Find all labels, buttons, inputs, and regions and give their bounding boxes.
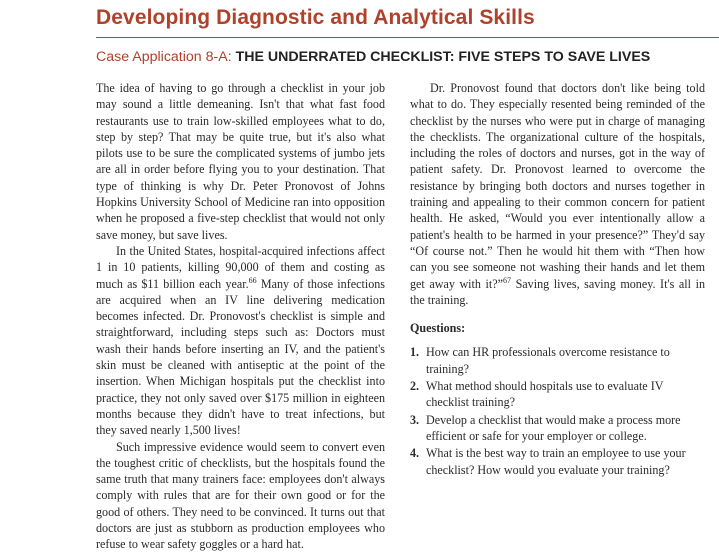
question-text: Develop a checklist that would make a process more efficient or safe for your employer or college. xyxy=(426,412,681,443)
question-item xyxy=(410,412,705,445)
paragraph-infections-text-a: In the United States, hospital-acquired infections affect 1 in 10 patients, killing 90,000 of them and costing as much as $11 billion each year. xyxy=(96,243,385,291)
questions-list xyxy=(410,344,705,477)
case-name: THE UNDERRATED CHECKLIST: FIVE STEPS TO SAVE LIVES xyxy=(235,49,651,65)
paragraph-resistance-text-a: Dr. Pronovost found that doctors don't like being told what to do. They especially resented being reminded of the checklist by the nurses who were put in charge of managing the checklists. The organizational culture of the hospitals, including the roles of doctors and nurses, got in the way of patient safety. Dr. Pronovost learned to overcome the resistance by bringing both doctors and nurses together in training and appealing to their common concern for patient health. He asked, “Would you ever intentionally allow a patient's health to be harmed in your presence?” They'd say “Of course not.” Then he would hit them with “Then how can you see someone not washing their hands and let them get away with it?” xyxy=(410,81,705,291)
paragraph-evidence: Such impressive evidence would seem to convert even the toughest critic of checklists, but the hospitals found the same truth that many trainers face: employees don't always comply with rules that are for their own good or for the good of others. They need to be convinced. It turns out that doctors are just as stubborn as production employees who refuse to wear safety goggles or a hard hat. xyxy=(96,439,385,552)
question-number: 3. xyxy=(410,412,420,427)
paragraph-infections-text-b: Many of those infections are acquired when an IV line delivering medication becomes infected. Dr. Pronovost's checklist is simple and straightforward, including steps such as: Doctors must wash their hands before inserting an IV, and the patient's skin must be cleaned with antiseptic at the point of the insertion. When Michigan hospitals put the checklist into practice, they not only saved over $175 million in eighteen months because they didn't have to treat infections, but they saved nearly 1,500 lives! xyxy=(96,276,385,438)
footnote-ref-66: 66 xyxy=(248,275,257,285)
question-item xyxy=(410,445,705,478)
question-number: 2. xyxy=(410,379,420,394)
right-column xyxy=(410,80,705,479)
questions-heading: Questions: xyxy=(410,321,466,336)
case-label: Case Application 8-A: xyxy=(96,49,232,65)
paragraph-resistance-text-b: Saving lives, saving money. It's all in the training. xyxy=(410,276,705,307)
question-number: 1. xyxy=(410,345,420,360)
footnote-ref-67: 67 xyxy=(502,275,511,285)
section-title: Developing Diagnostic and Analytical Skills xyxy=(96,6,535,29)
paragraph-intro: The idea of having to go through a checklist in your job may sound a little demeaning. Isn't that what fast food restaurants use to train low-skilled employees what to do, step by step? That may be quite true, but it's also what pilots use to be sure the complicated systems of jumbo jets are all in order before flying you to your destination. That type of thinking is why Dr. Peter Pronovost of Johns Hopkins University School of Medicine ran into opposition when he proposed a five-step checklist that would not only save money, but save lives. xyxy=(96,81,385,242)
question-text: What method should hospitals use to evaluate IV checklist training? xyxy=(426,379,664,410)
question-text: How can HR professionals overcome resistance to training? xyxy=(426,345,670,376)
question-item xyxy=(410,344,705,377)
question-item xyxy=(410,378,705,411)
paragraph-resistance xyxy=(410,80,705,308)
case-heading xyxy=(96,49,650,65)
paragraph-infections xyxy=(96,243,385,439)
question-number: 4. xyxy=(410,446,420,461)
question-text: What is the best way to train an employee to use your checklist? How would you evaluate your training? xyxy=(426,446,686,477)
left-column xyxy=(96,80,385,553)
title-divider xyxy=(96,37,719,38)
